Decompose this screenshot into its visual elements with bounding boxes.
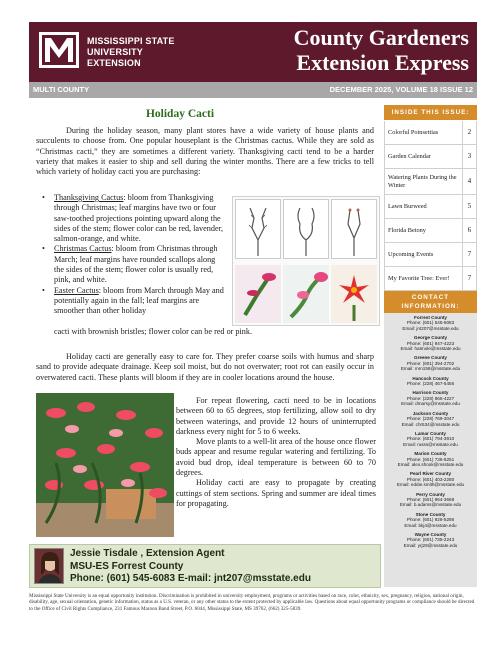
county-phone: Phone: (601) 928-5286 [406,517,455,523]
county-phone: Phone: (601) 735-2243 [406,537,455,543]
county-phone: Phone: (601) 794-3910 [406,436,455,442]
county-contacts [384,313,477,587]
toc-page: 4 [462,169,476,194]
toc-label: Lawn Burweed [388,202,427,210]
county-phone: Phone: (601) 947-4223 [406,340,455,346]
county-email[interactable]: Email: dmarsy@msstate.edu [401,401,460,407]
thanksgiving-sketch [235,199,281,259]
county-name: Stone County [415,511,446,517]
equal-opportunity-disclaimer: Mississippi State University is an equal opportunity institution. Discrimination is prohibited in university employment, programs or activities based on race, color, ethnicity, sex, pregnancy, religion, national origin, disability, age, sexual orientation, genetic information, status as a U.S. veteran, or any other status to the extent protected by applicable law. Questions about equal opportunity programs or compliance should be directed to the Office of Civil Rights Compliance, 231 Famous Maroon Band Street, P.O. 6044, Mississippi State, MS 39762, (662) 325-5839. [29,593,475,612]
inside-issue-heading: INSIDE THIS ISSUE: [384,105,477,120]
toc-item[interactable] [384,195,477,219]
university-line: MISSISSIPPI STATE UNIVERSITY [87,36,175,57]
county-contact [384,411,477,427]
toc-item[interactable] [384,169,477,195]
care-paragraph: Holiday cacti are generally easy to care for. They prefer coarse soils with humus and sharp sand to provide adequate drainage. Keep soil moist, but do not overwater; root rot can easily occur in overwatered cacti. These plants will bloom if they are in cooler locations around the house. [36,352,374,382]
toc-label: Garden Calendar [388,152,431,160]
county-contact [384,492,477,508]
toc-page: 7 [462,267,476,290]
county-contact [384,376,477,387]
county-email[interactable]: Email: jnt207@msstate.edu [402,325,459,331]
agent-phone-email: Phone: (601) 545-6083 E-mail: jnt207@msstate.edu [70,573,311,584]
toc-item[interactable] [384,219,477,243]
county-name: Greene County [414,355,447,361]
toc-label: Colorful Poinsettias [388,128,439,136]
toc-item[interactable] [384,243,477,267]
county-contact [384,512,477,528]
intro-paragraph: During the holiday season, many plant stores have a wide variety of house plants and succulents to choose from. One popular houseplant is the Christmas cactus. While they are sold as “Christmas cacti,” they are sometimes a different variety. Thanksgiving cacti tend to be a harder variety that makes it easier to ship and sell during the winter months. There are a few tricks to tell which variety of holiday cacti you are purchasing: [36,126,374,177]
bullet-continuation: cacti with brownish bristles; flower color can be red or pink. [54,327,253,336]
cactus-name: Easter Cactus [54,285,99,295]
toc-label: Upcoming Events [388,250,434,258]
toc-page: 5 [462,195,476,218]
county-phone: Phone: (228) 769-3047 [406,416,455,422]
county-email[interactable]: Email: alex.shook@msstate.edu [397,461,464,467]
county-contact [384,315,477,331]
cactus-description: : bloom from March through May and potentially again in the fall; leaf margins are smoother than other holiday [54,285,224,316]
toc-page: 7 [462,243,476,266]
county-phone: Phone: (228) 865-4227 [406,395,455,401]
agent-avatar [34,548,64,584]
toc-item[interactable] [384,267,477,291]
christmas-sketch [283,199,329,259]
county-contact [384,355,477,371]
cactus-description: : bloom from Christmas through March; leaf margins have rounded scallops along the sides of the stem; flower color is usually red, pink, and white. [54,244,218,285]
newsletter-title-line1: County Gardeners [293,25,469,50]
masthead [29,22,477,82]
county-email[interactable]: Email: bkj4@msstate.edu [404,522,457,528]
county-email[interactable]: Email: hatmole@msstate.edu [400,346,461,352]
county-phone: Phone: (601) 964-3668 [406,496,455,502]
county-contact [384,431,477,447]
county-name: George County [413,335,448,341]
holiday-cactus-photo [36,393,174,537]
toc-page: 3 [462,145,476,168]
toc-item[interactable] [384,121,477,145]
toc-item[interactable] [384,145,477,169]
county-email[interactable]: Email: yrj29@msstate.edu [403,542,458,548]
repeat-flowering-text [176,396,376,509]
cactus-types-list [36,193,226,317]
msu-logo [37,30,81,70]
newsletter-title-line2: Extension Express [296,50,469,75]
county-name: Harrison County [412,390,449,396]
county-name: Hancock County [412,375,449,381]
thanksgiving-photo [235,265,281,323]
agent-contact-box [29,544,381,588]
toc-label: Watering Plants During the Winter [388,173,457,189]
university-name [87,36,227,69]
article-title: Holiday Cacti [145,108,215,120]
county-email[interactable]: Email: russs@msstate.edu [403,441,458,447]
contact-info-heading: CONTACT INFORMATION: [384,291,477,313]
cactus-name: Christmas Cactus [54,244,112,254]
county-name: Marion County [414,451,447,457]
easter-photo [331,265,377,323]
county-phone: Phone: (601) 545-6083 [406,320,455,326]
list-item [36,193,226,244]
list-item [36,286,226,317]
county-contact [384,451,477,467]
cactus-comparison-image [232,196,380,326]
issue-bar [29,82,477,98]
bud-paragraph: Move plants to a well-lit area of the house once flower buds appear and resume regular watering and fertilizing. To avoid bud drop, ideal temperature is between 60 to 70 degrees. [176,437,376,478]
county-name: Wayne County [414,532,447,537]
propagation-paragraph: Holiday cacti are easy to propagate by creating cuttings of stem sections. Spring and summer are ideal times for propagating. [176,478,376,508]
county-name: Pearl River County [409,471,452,477]
county-email[interactable]: Email: mrn158@msstate.edu [400,366,461,372]
county-contact [384,335,477,351]
toc-page: 6 [462,219,476,242]
table-of-contents [384,121,477,291]
agent-name: Jessie Tisdale , Extension Agent [70,548,225,559]
county-name: Lamar County [415,430,446,436]
article-intro [36,126,374,177]
toc-label: My Favorite Tree: Ever! [388,274,450,282]
cactus-name: Thanksgiving Cactus [54,193,124,202]
county-name: Jackson County [412,410,449,416]
toc-label: Florida Betony [388,226,426,234]
agent-office: MSU-ES Forrest County [70,561,184,572]
county-phone: Phone: (601) 736-8251 [406,456,455,462]
christmas-photo [283,265,329,323]
county-phone: Phone: (601) 403-2280 [406,476,455,482]
county-phone: Phone: (601) 394-2702 [406,360,455,366]
county-name: Forrest County [414,315,447,320]
issue-date: DECEMBER 2025, VOLUME 18 ISSUE 12 [329,85,473,94]
county-email[interactable]: Email: chr534@msstate.edu [401,421,460,427]
extension-line: EXTENSION [87,58,141,68]
cactus-description: : bloom from Thanksgiving through Christmas; leaf margins have two or four saw-toothed projections pointing upward along the sides of the stem; flower color can be red, lavender, salmon-orange, and white. [54,193,224,244]
county-phone: Phone: (228) 467-5456 [406,381,455,387]
flowering-paragraph: For repeat flowering, cacti need to be in locations between 60 to 65 degrees, stop fertilizing, allow soil to dry between waterings, and provide 12 hours of uninterrupted darkness every night for 5 to 6 weeks. [176,396,376,436]
county-contact [384,390,477,406]
easter-sketch [331,199,377,259]
county-email[interactable]: Email: b.adams@msstate.edu [399,502,462,508]
county-contact [384,532,477,548]
list-item [36,244,226,285]
county-email[interactable]: Email: eddie.smith@msstate.edu [396,482,465,488]
toc-page: 2 [462,121,476,144]
county-contact [384,471,477,487]
county-name: Perry County [416,491,445,497]
county-label: MULTI COUNTY [33,85,90,94]
